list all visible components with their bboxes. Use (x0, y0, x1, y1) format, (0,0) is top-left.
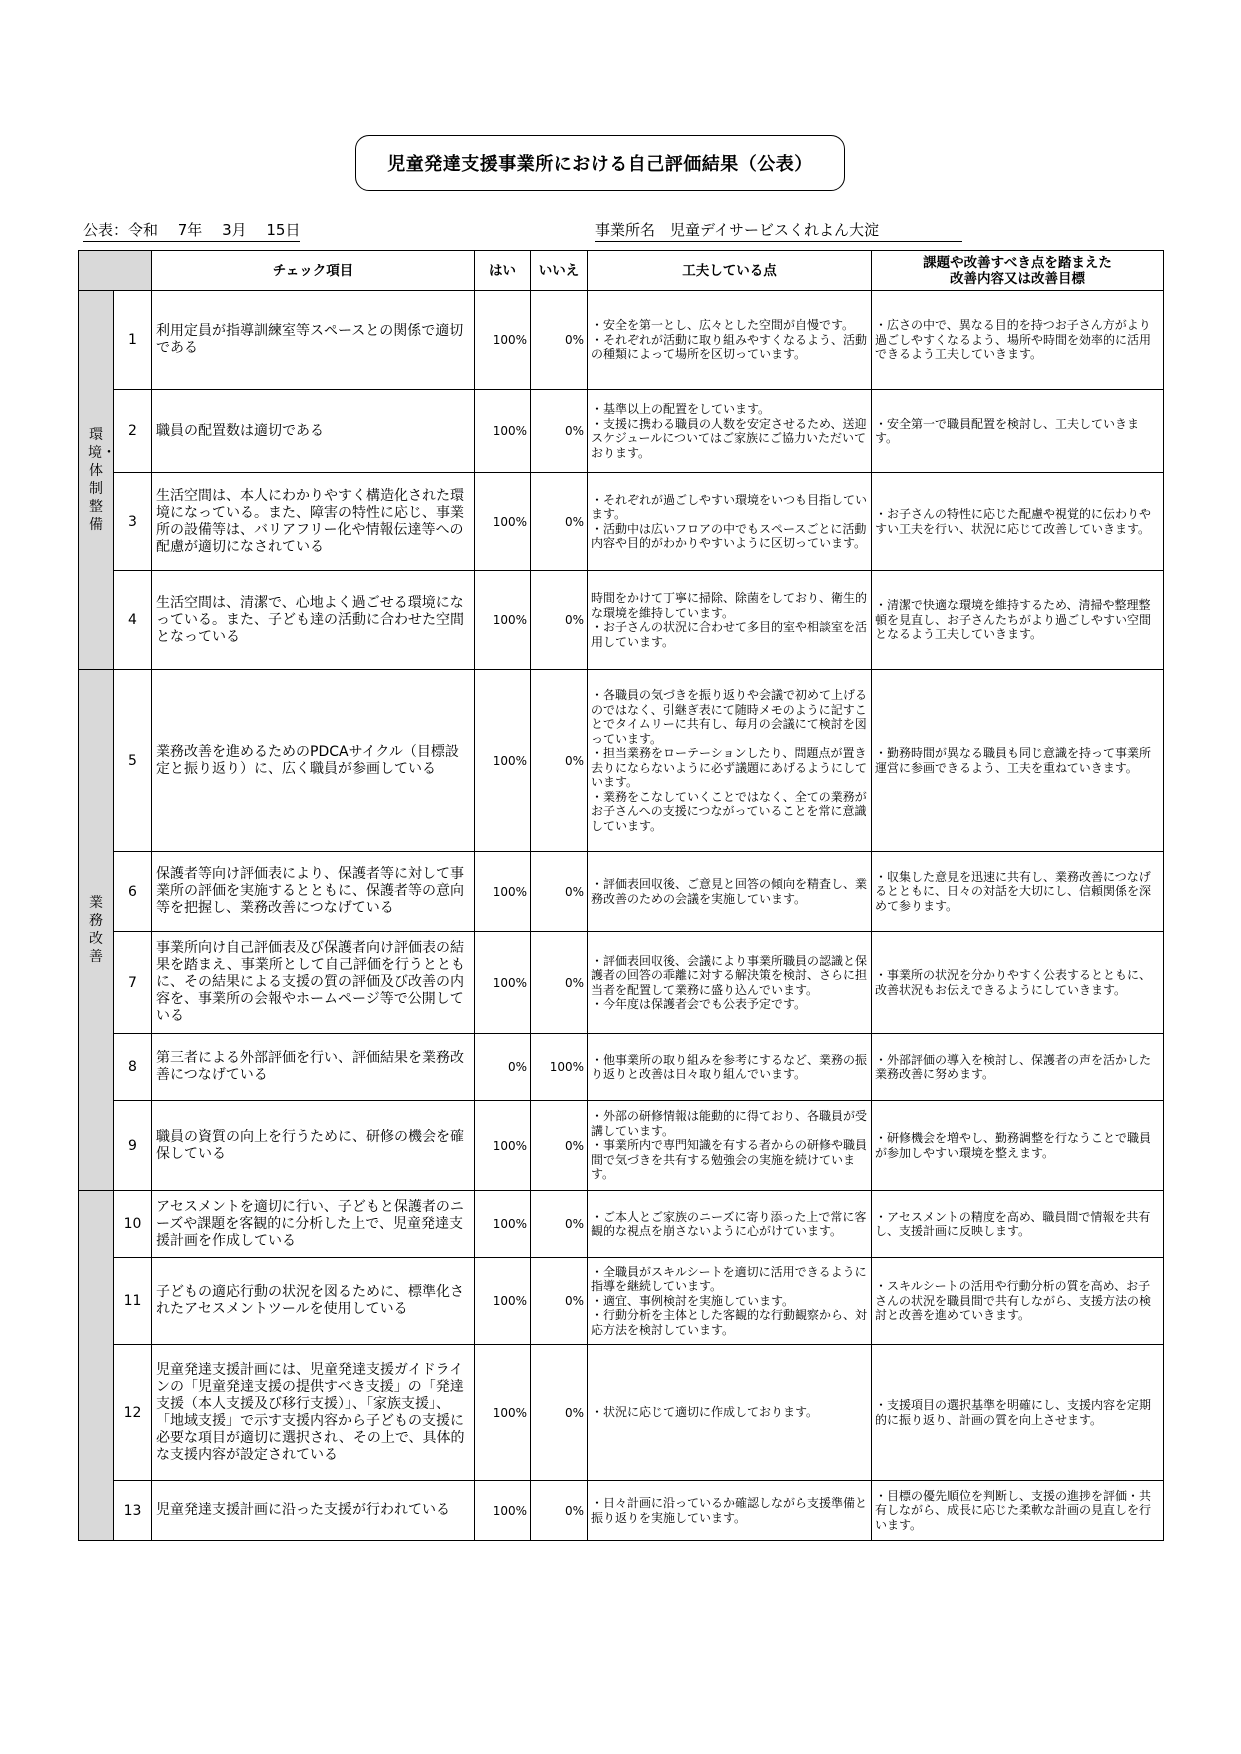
yes-percent: 100% (475, 390, 531, 473)
improvement-text: ・外部評価の導入を検討し、保護者の声を活かした業務改善に努めます。 (872, 1034, 1164, 1101)
category-label: 環境・体制整備 (88, 427, 116, 533)
table-row (79, 1481, 1164, 1541)
table-row (79, 1345, 1164, 1481)
row-number: 11 (114, 1258, 152, 1345)
improvement-text: ・清潔で快適な環境を維持するため、清掃や整理整頓を見直し、お子さんたちがより過ごしやすい空間となるよう工夫していきます。 (872, 571, 1164, 670)
improvement-text: ・広さの中で、異なる目的を持つお子さん方がより過ごしやすくなるよう、場所や時間を効率的に活用できるよう工夫していきます。 (872, 291, 1164, 390)
yes-percent: 100% (475, 1345, 531, 1481)
no-percent: 0% (531, 1101, 588, 1191)
table-row (79, 473, 1164, 571)
no-percent: 0% (531, 1345, 588, 1481)
check-item: 職員の資質の向上を行うために、研修の機会を確保している (152, 1101, 475, 1191)
table-row (79, 390, 1164, 473)
improvement-text: ・収集した意見を迅速に共有し、業務改善につなげるとともに、日々の対話を大切にし、信頼関係を深めて参ります。 (872, 852, 1164, 932)
check-item: 子どもの適応行動の状況を図るために、標準化されたアセスメントツールを使用している (152, 1258, 475, 1345)
check-item: 事業所向け自己評価表及び保護者向け評価表の結果を踏まえ、事業所として自己評価を行うとともに、その結果による支援の質の評価及び改善の内容を、事業所の会報やホームページ等で公開している (152, 932, 475, 1034)
table-row (79, 1191, 1164, 1258)
table-row (79, 1258, 1164, 1345)
no-percent: 0% (531, 291, 588, 390)
category-third (79, 1191, 114, 1541)
check-item: 第三者による外部評価を行い、評価結果を業務改善につなげている (152, 1034, 475, 1101)
row-number: 6 (114, 852, 152, 932)
yes-percent: 100% (475, 1101, 531, 1191)
yes-percent: 100% (475, 852, 531, 932)
effort-text: ・各職員の気づきを振り返りや会議で初めて上げるのではなく、引継ぎ表にて随時メモのように記すことでタイムリーに共有し、毎月の会議にて検討を図っています。 ・担当業務をローテーションしたり、問題点が置き去りにならないように必ず議題にあげるようにしています。 ・業務をこなしていくことではなく、全ての業務がお子さんへの支援につながっていることを常に意識しています。 (588, 670, 872, 852)
table-row (79, 670, 1164, 852)
check-item: 利用定員が指導訓練室等スペースとの関係で適切である (152, 291, 475, 390)
effort-text: ・評価表回収後、会議により事業所職員の認識と保護者の回答の乖離に対する解決策を検討、さらに担当者を配置して業務に盛り込んでいます。 ・今年度は保護者会でも公表予定です。 (588, 932, 872, 1034)
yes-percent: 100% (475, 1191, 531, 1258)
improvement-text: ・お子さんの特性に応じた配慮や視覚的に伝わりやすい工夫を行い、状況に応じて改善していきます。 (872, 473, 1164, 571)
improvement-text: ・安全第一で職員配置を検討し、工夫していきます。 (872, 390, 1164, 473)
table-row (79, 852, 1164, 932)
effort-text: ・全職員がスキルシートを適切に活用できるように指導を継続しています。 ・適宜、事例検討を実施しています。 ・行動分析を主体とした客観的な行動観察から、対応方法を検討しています。 (588, 1258, 872, 1345)
table-row (79, 932, 1164, 1034)
row-number: 1 (114, 291, 152, 390)
table-row (79, 291, 1164, 390)
table-row (79, 571, 1164, 670)
evaluation-table (78, 250, 1164, 1541)
yes-percent: 100% (475, 473, 531, 571)
yes-percent: 0% (475, 1034, 531, 1101)
yes-percent: 100% (475, 1481, 531, 1541)
header-check-item: チェック項目 (152, 251, 475, 291)
improvement-text: ・支援項目の選択基準を明確にし、支援内容を定期的に振り返り、計画の質を向上させます。 (872, 1345, 1164, 1481)
effort-text: ・評価表回収後、ご意見と回答の傾向を精査し、業務改善のための会議を実施しています。 (588, 852, 872, 932)
check-item: 生活空間は、清潔で、心地よく過ごせる環境になっている。また、子ども達の活動に合わせた空間となっている (152, 571, 475, 670)
row-number: 4 (114, 571, 152, 670)
effort-text: 時間をかけて丁寧に掃除、除菌をしており、衛生的な環境を維持しています。 ・お子さんの状況に合わせて多目的室や相談室を活用しています。 (588, 571, 872, 670)
header-improvement-line2: 改善内容又は改善目標 (950, 270, 1085, 287)
effort-text: ・基準以上の配置をしています。 ・支援に携わる職員の人数を安定させるため、送迎スケジュールについてはご家族にご協力いただいております。 (588, 390, 872, 473)
row-number: 5 (114, 670, 152, 852)
effort-text: ・状況に応じて適切に作成しております。 (588, 1345, 872, 1481)
check-item: 業務改善を進めるためのPDCAサイクル（目標設定と振り返り）に、広く職員が参画している (152, 670, 475, 852)
table-row (79, 1034, 1164, 1101)
check-item: 職員の配置数は適切である (152, 390, 475, 473)
table-row (79, 1101, 1164, 1191)
yes-percent: 100% (475, 932, 531, 1034)
no-percent: 0% (531, 390, 588, 473)
publication-date: 公表：令和 7年 3月 15日 (83, 219, 300, 242)
yes-percent: 100% (475, 571, 531, 670)
header-effort: 工夫している点 (588, 251, 872, 291)
no-percent: 0% (531, 473, 588, 571)
row-number: 13 (114, 1481, 152, 1541)
check-item: 児童発達支援計画には、児童発達支援ガイドラインの「児童発達支援の提供すべき支援」の「発達支援（本人支援及び移行支援）」、「家族支援」、「地域支援」で示す支援内容から子どもの支援に必要な項目が適切に選択され、その上で、具体的な支援内容が設定されている (152, 1345, 475, 1481)
yes-percent: 100% (475, 1258, 531, 1345)
yes-percent: 100% (475, 670, 531, 852)
no-percent: 0% (531, 1191, 588, 1258)
check-item: アセスメントを適切に行い、子どもと保護者のニーズや課題を客観的に分析した上で、児童発達支援計画を作成している (152, 1191, 475, 1258)
header-improvement (872, 251, 1164, 291)
row-number: 8 (114, 1034, 152, 1101)
header-blank (79, 251, 152, 291)
check-item: 保護者等向け評価表により、保護者等に対して事業所の評価を実施するとともに、保護者等の意向等を把握し、業務改善につなげている (152, 852, 475, 932)
effort-text: ・安全を第一とし、広々とした空間が自慢です。 ・それぞれが活動に取り組みやすくなるよう、活動の種類によって場所を区切っています。 (588, 291, 872, 390)
category-environment (79, 291, 114, 670)
effort-text: ・ご本人とご家族のニーズに寄り添った上で常に客観的な視点を崩さないように心がけています。 (588, 1191, 872, 1258)
improvement-text: ・目標の優先順位を判断し、支援の進捗を評価・共有しながら、成長に応じた柔軟な計画の見直しを行います。 (872, 1481, 1164, 1541)
effort-text: ・他事業所の取り組みを参考にするなど、業務の振り返りと改善は日々取り組んでいます。 (588, 1034, 872, 1101)
table-header-row (79, 251, 1164, 291)
check-item: 児童発達支援計画に沿った支援が行われている (152, 1481, 475, 1541)
check-item: 生活空間は、本人にわかりやすく構造化された環境になっている。また、障害の特性に応じ、事業所の設備等は、バリアフリー化や情報伝達等への配慮が適切になされている (152, 473, 475, 571)
no-percent: 100% (531, 1034, 588, 1101)
improvement-text: ・勤務時間が異なる職員も同じ意識を持って事業所運営に参画できるよう、工夫を重ねていきます。 (872, 670, 1164, 852)
office-name: 事業所名 児童デイサービスくれよん大淀 (595, 219, 962, 242)
header-no: いいえ (531, 251, 588, 291)
yes-percent: 100% (475, 291, 531, 390)
row-number: 3 (114, 473, 152, 571)
category-business (79, 670, 114, 1191)
no-percent: 0% (531, 852, 588, 932)
no-percent: 0% (531, 670, 588, 852)
row-number: 7 (114, 932, 152, 1034)
header-yes: はい (475, 251, 531, 291)
no-percent: 0% (531, 571, 588, 670)
row-number: 12 (114, 1345, 152, 1481)
row-number: 9 (114, 1101, 152, 1191)
effort-text: ・日々計画に沿っているか確認しながら支援準備と振り返りを実施しています。 (588, 1481, 872, 1541)
effort-text: ・外部の研修情報は能動的に得ており、各職員が受講しています。 ・事業所内で専門知識を有する者からの研修や職員間で気づきを共有する勉強会の実施を続けています。 (588, 1101, 872, 1191)
category-label: 業務改善 (89, 895, 103, 965)
improvement-text: ・スキルシートの活用や行動分析の質を高め、お子さんの状況を職員間で共有しながら、支援方法の検討と改善を進めていきます。 (872, 1258, 1164, 1345)
row-number: 10 (114, 1191, 152, 1258)
effort-text: ・それぞれが過ごしやすい環境をいつも目指しています。 ・活動中は広いフロアの中でもスペースごとに活動内容や目的がわかりやすいように区切っています。 (588, 473, 872, 571)
improvement-text: ・アセスメントの精度を高め、職員間で情報を共有し、支援計画に反映します。 (872, 1191, 1164, 1258)
header-improvement-line1: 課題や改善すべき点を踏まえた (923, 254, 1112, 271)
no-percent: 0% (531, 1258, 588, 1345)
no-percent: 0% (531, 1481, 588, 1541)
improvement-text: ・事業所の状況を分かりやすく公表するとともに、改善状況もお伝えできるようにしていきます。 (872, 932, 1164, 1034)
row-number: 2 (114, 390, 152, 473)
improvement-text: ・研修機会を増やし、勤務調整を行なうことで職員が参加しやすい環境を整えます。 (872, 1101, 1164, 1191)
no-percent: 0% (531, 932, 588, 1034)
page-title: 児童発達支援事業所における自己評価結果（公表） (355, 135, 845, 191)
